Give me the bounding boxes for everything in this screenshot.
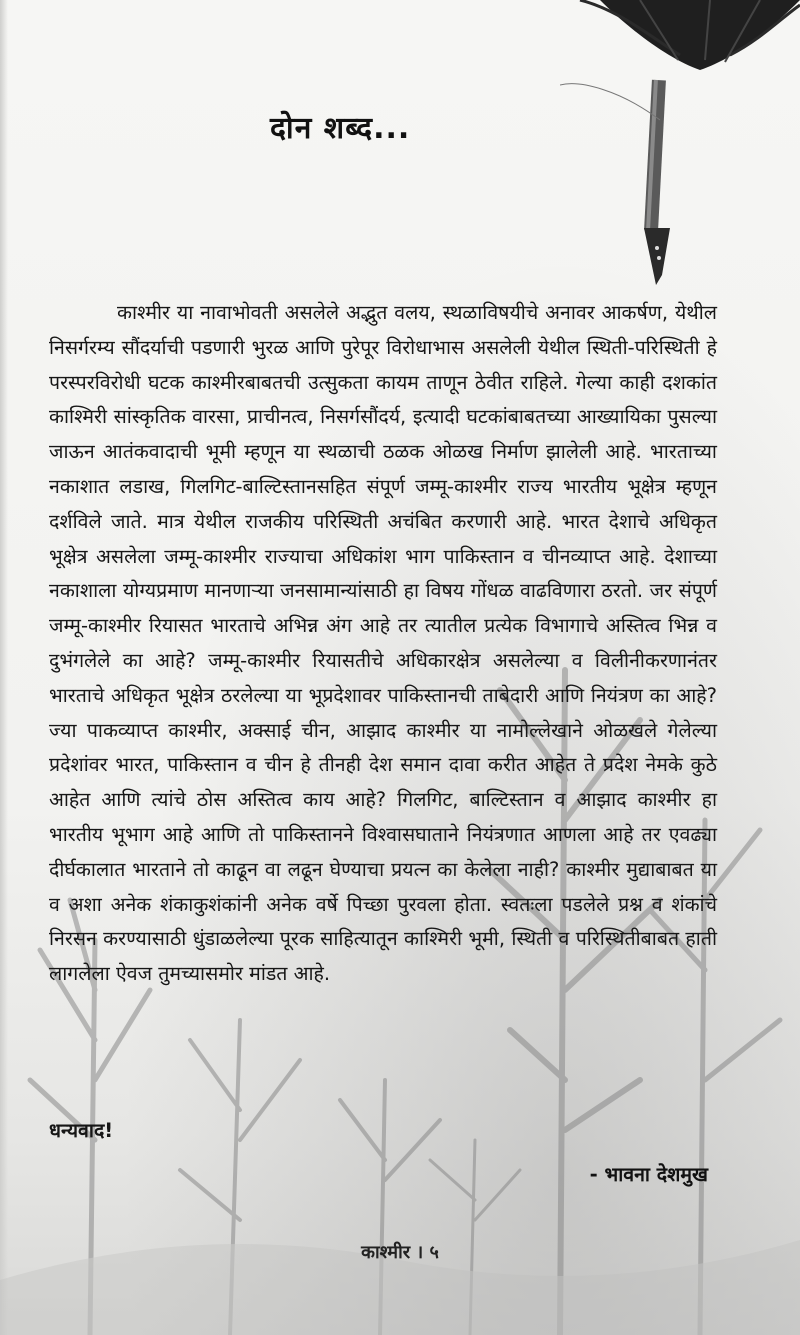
body-paragraph: काश्मीर या नावाभोवती असलेले अद्भुत वलय, स्थळाविषयीचे अनावर आकर्षण, येथील निसर्गरम्य सौंदर्याची पडणारी भुरळ आणि पुरेपूर विरोधाभास असलेली येथील स्थिती-परिस्थिती हे परस्परविरोधी घटक काश्मीरबाबतची उत्सुकता कायम ताणून ठेवीत राहिले. गेल्या काही दशकांत काश्मिरी सांस्कृतिक वारसा, प्राचीनत्व, निसर्गसौंदर्य, इत्यादी घटकांबाबतच्या आख्यायिका पुसल्या जाऊन आतंकवादाची भूमी म्हणून या स्थळाची ठळक ओळख निर्माण झालेली आहे. भारताच्या नकाशात लडाख, गिलगिट-बाल्टिस्तानसहित संपूर्ण जम्मू-काश्मीर राज्य भारतीय भूक्षेत्र म्हणून दर्शविले जाते. मात्र येथील राजकीय परिस्थिती अचंबित करणारी आहे. भारत देशाचे अधिकृत भूक्षेत्र असलेला जम्मू-काश्मीर राज्याचा अधिकांश भाग पाकिस्तान व चीनव्याप्त आहे. देशाच्या नकाशाला योग्यप्रमाण मानणाऱ्या जनसामान्यांसाठी हा विषय गोंधळ वाढविणारा ठरतो. जर संपूर्ण जम्मू-काश्मीर रियासत भारताचे अभिन्न अंग आहे तर त्यातील प्रत्येक विभागाचे अस्तित्व भिन्न व दुभंगलेले का आहे? जम्मू-काश्मीर रियासतीचे अधिकारक्षेत्र असलेल्या व विलीनीकरणानंतर भारताचे अधिकृत भूक्षेत्र ठरलेल्या या भूप्रदेशावर पाकिस्तानची ताबेदारी आणि नियंत्रण का आहे? ज्या पाकव्याप्त काश्मीर, अक्साई चीन, आझाद काश्मीर या नामोल्लेखाने ओळखले गेलेल्या प्रदेशांवर भारत, पाकिस्तान व चीन हे तीनही देश समान दावा करीत आहेत ते प्रदेश नेमके कुठे आहेत आणि त्यांचे ठोस अस्तित्व काय आहे? गिलगिट, बाल्टिस्तान व आझाद काश्मीर हा भारतीय भूभाग आहे आणि तो पाकिस्तानने विश्वासघाताने नियंत्रणात आणला आहे तर एवढ्या दीर्घकालात भारताने तो काढून वा लढून घेण्याचा प्रयत्न का केलेला नाही? काश्मीर मुद्याबाबत या व अशा अनेक शंकाकुशंकांनी अनेक वर्षे पिच्छा पुरवला होता. स्वतःला पडलेले प्रश्न व शंकांचे निरसन करण्यासाठी धुंडाळलेल्या पूरक साहित्यातून काश्मिरी भूमी, स्थिती व परिस्थितीबाबत हाती लागलेला ऐवज तुमच्यासमोर मांडत आहे. [49,301,717,986]
quill-pen-illustration [560,0,800,300]
page-footer: काश्मीर । ५ [361,1242,439,1263]
closing-thanks: धन्यवाद! [49,1119,114,1142]
author-signature: - भावना देशमुख [589,1163,708,1186]
page-heading: दोन शब्द... [270,111,411,146]
